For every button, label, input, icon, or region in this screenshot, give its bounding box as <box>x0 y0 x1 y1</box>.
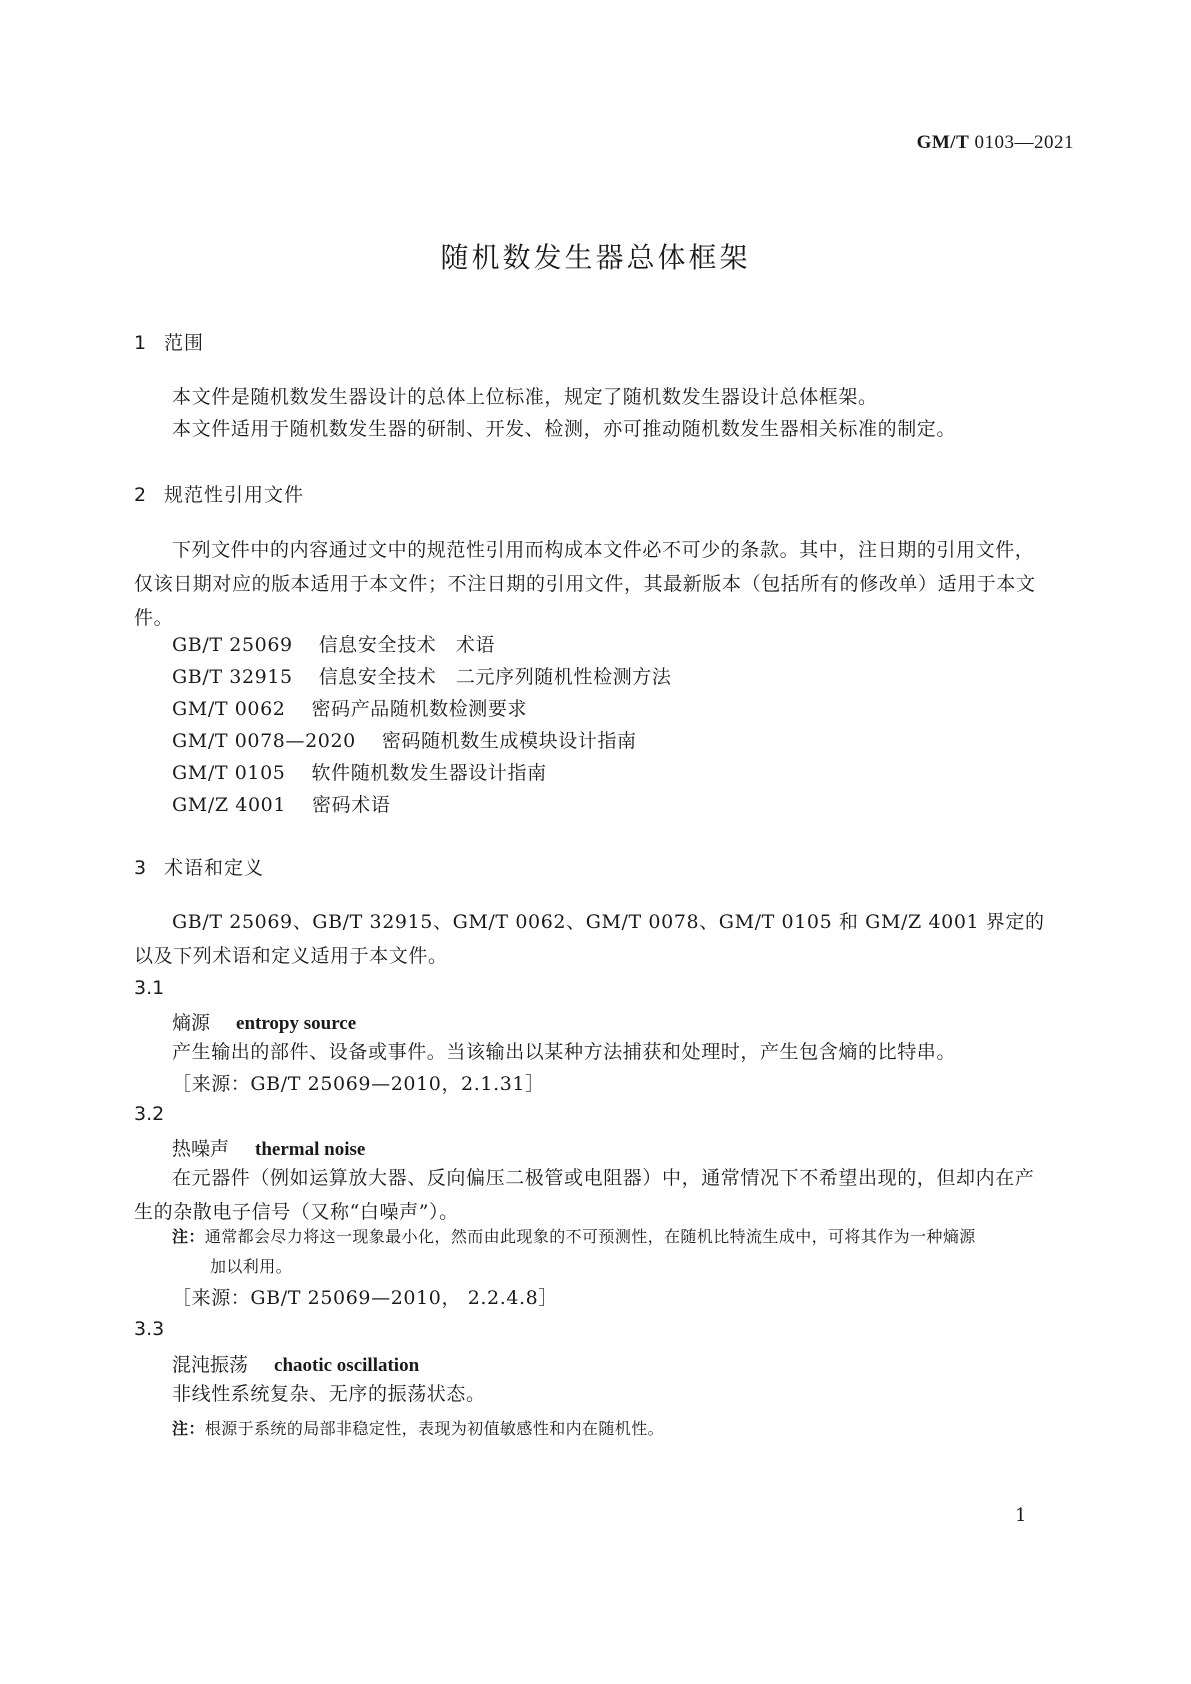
document-title: 随机数发生器总体框架 <box>440 241 751 274</box>
reference-title: 密码随机数生成模块设计指南 <box>381 730 637 752</box>
term-entry <box>172 1350 419 1377</box>
section-heading-normative <box>134 480 304 507</box>
term-entry <box>172 1008 356 1035</box>
section-number: 1 <box>134 332 148 354</box>
reference-id: GM/T 0062 <box>172 698 286 720</box>
section-title: 范围 <box>164 332 205 354</box>
term-zh: 热噪声 <box>172 1138 230 1160</box>
term-number: 3.3 <box>134 1318 165 1340</box>
note-label: 注： <box>172 1227 205 1246</box>
term-number: 3.2 <box>134 1103 165 1125</box>
term-definition: 在元器件（例如运算放大器、反向偏压二极管或电阻器）中，通常情况下不希望出现的，但却内在产生的杂散电子信号（又称“白噪声”）。 <box>134 1167 1035 1223</box>
term-source: ［来源：GB/T 25069—2010， 2.2.4.8］ <box>172 1287 558 1309</box>
section-heading-terms <box>134 853 264 880</box>
reference-item <box>172 724 637 758</box>
reference-title: 信息安全技术 二元序列随机性检测方法 <box>318 666 672 688</box>
standard-number: 0103—2021 <box>974 132 1074 153</box>
term-number: 3.1 <box>134 977 165 999</box>
term-note <box>172 1414 664 1444</box>
term-en: thermal noise <box>255 1139 366 1160</box>
term-note <box>172 1222 987 1282</box>
page-number: 1 <box>1015 1505 1027 1526</box>
scope-paragraph-2: 本文件适用于随机数发生器的研制、开发、检测，亦可推动随机数发生器相关标准的制定。 <box>172 418 957 440</box>
reference-id: GM/T 0105 <box>172 762 286 784</box>
term-definition: 非线性系统复杂、无序的振荡状态。 <box>172 1383 486 1405</box>
term-definition: 产生输出的部件、设备或事件。当该输出以某种方法捕获和处理时，产生包含熵的比特串。 <box>172 1041 957 1063</box>
reference-title: 信息安全技术 术语 <box>318 634 496 656</box>
section-number: 3 <box>134 857 148 879</box>
note-text: 通常都会尽力将这一现象最小化，然而由此现象的不可预测性，在随机比特流生成中，可将其作为一种熵源加以利用。 <box>204 1227 976 1276</box>
section-title: 规范性引用文件 <box>164 484 305 506</box>
section-number: 2 <box>134 484 148 506</box>
reference-id: GM/T 0078—2020 <box>172 730 356 752</box>
term-entry <box>172 1134 365 1161</box>
reference-item <box>172 660 672 694</box>
reference-item <box>172 756 547 790</box>
term-source: ［来源：GB/T 25069—2010，2.1.31］ <box>172 1073 545 1095</box>
reference-item <box>172 788 390 822</box>
reference-id: GB/T 25069 <box>172 634 293 656</box>
term-en: chaotic oscillation <box>274 1355 420 1376</box>
standard-code <box>917 132 1074 154</box>
reference-id: GM/Z 4001 <box>172 794 287 816</box>
reference-item <box>172 628 495 662</box>
reference-title: 软件随机数发生器设计指南 <box>311 762 547 784</box>
reference-title: 密码产品随机数检测要求 <box>311 698 528 720</box>
note-label: 注： <box>172 1419 205 1438</box>
reference-item <box>172 692 527 726</box>
reference-id: GB/T 32915 <box>172 666 293 688</box>
scope-paragraph-1: 本文件是随机数发生器设计的总体上位标准，规定了随机数发生器设计总体框架。 <box>172 386 878 408</box>
note-text: 根源于系统的局部非稳定性，表现为初值敏感性和内在随机性。 <box>204 1419 665 1438</box>
normative-intro: 下列文件中的内容通过文中的规范性引用而构成本文件必不可少的条款。其中，注日期的引用文件，仅该日期对应的版本适用于本文件；不注日期的引用文件，其最新版本（包括所有的修改单）适用于本文件。 <box>134 539 1036 629</box>
standard-prefix: GM/T <box>916 132 970 153</box>
term-en: entropy source <box>236 1013 357 1034</box>
term-zh: 熵源 <box>172 1012 211 1034</box>
section-heading-scope <box>134 328 204 355</box>
reference-title: 密码术语 <box>312 794 391 816</box>
term-zh: 混沌振荡 <box>172 1354 249 1376</box>
terms-intro: GB/T 25069、GB/T 32915、GM/T 0062、GM/T 0078、GM/T 0105 和 GM/Z 4001 界定的以及下列术语和定义适用于本文件。 <box>134 911 1045 967</box>
section-title: 术语和定义 <box>164 857 265 879</box>
